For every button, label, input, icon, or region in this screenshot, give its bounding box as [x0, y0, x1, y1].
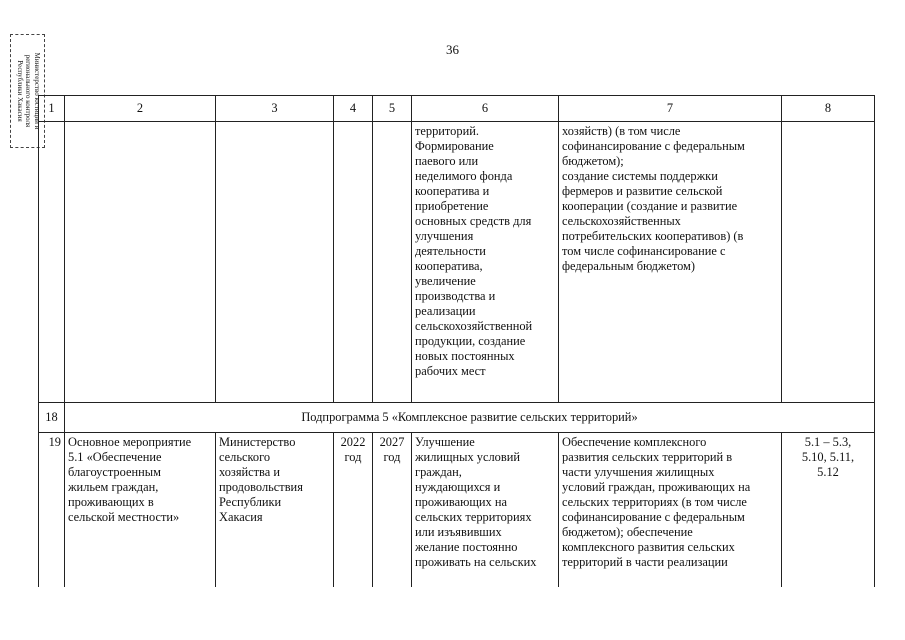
header-cell: 8 — [782, 96, 875, 122]
program-table — [38, 95, 875, 587]
table-cell — [216, 122, 334, 403]
stamp-text: Министерство юстиции и регионального контроля Республики Хакасия — [15, 52, 41, 130]
table-cell — [782, 122, 875, 403]
expected-results-cell: территорий. Формирование паевого или неделимого фонда кооператива и приобретение основных средств для улучшения деятельности кооператива, увеличение производства и реализации сельскохозяйственной продукции, создание новых постоянных рабочих мест — [412, 122, 559, 403]
row-number: 19 — [39, 433, 65, 588]
indicators-cell: 5.1 – 5.3, 5.10, 5.11, 5.12 — [782, 433, 875, 588]
header-cell: 2 — [65, 96, 216, 122]
table-cell — [373, 122, 412, 403]
expected-results-cell: Улучшение жилищных условий граждан, нуждающихся и проживающих на сельских территориях или изъявивших желание постоянно проживать на сельских — [412, 433, 559, 588]
table-header-row — [39, 96, 875, 122]
header-cell: 7 — [559, 96, 782, 122]
end-year-cell: 2027 год — [373, 433, 412, 588]
table-cell — [39, 122, 65, 403]
directions-cell: хозяйств) (в том числе софинансирование с федеральным бюджетом); создание системы поддержки фермеров и развитие сельской кооперации (создание и развитие сельскохозяйственных потребительских кооперативов) (в том числе софинансирование с федеральным бюджетом) — [559, 122, 782, 403]
page-number: 36 — [446, 42, 459, 57]
subprogram-title: Подпрограмма 5 «Комплексное развитие сельских территорий» — [65, 403, 875, 433]
table-row — [39, 433, 875, 588]
header-cell: 4 — [334, 96, 373, 122]
table-cell — [334, 122, 373, 403]
executor-cell: Министерство сельского хозяйства и продовольствия Республики Хакасия — [216, 433, 334, 588]
row-number: 18 — [39, 403, 65, 433]
header-cell: 6 — [412, 96, 559, 122]
header-cell: 5 — [373, 96, 412, 122]
header-cell: 3 — [216, 96, 334, 122]
header-cell: 1 — [39, 96, 65, 122]
subprogram-row — [39, 403, 875, 433]
start-year-cell: 2022 год — [334, 433, 373, 588]
activity-name-cell: Основное мероприятие 5.1 «Обеспечение благоустроенным жильем граждан, проживающих в сельской местности» — [65, 433, 216, 588]
table-row — [39, 122, 875, 403]
directions-cell: Обеспечение комплексного развития сельских территорий в части улучшения жилищных условий граждан, проживающих на сельских территориях (в том числе софинансирование с федеральным бюджетом); обеспечение комплексного развития сельских территорий в части реализации — [559, 433, 782, 588]
table-cell — [65, 122, 216, 403]
